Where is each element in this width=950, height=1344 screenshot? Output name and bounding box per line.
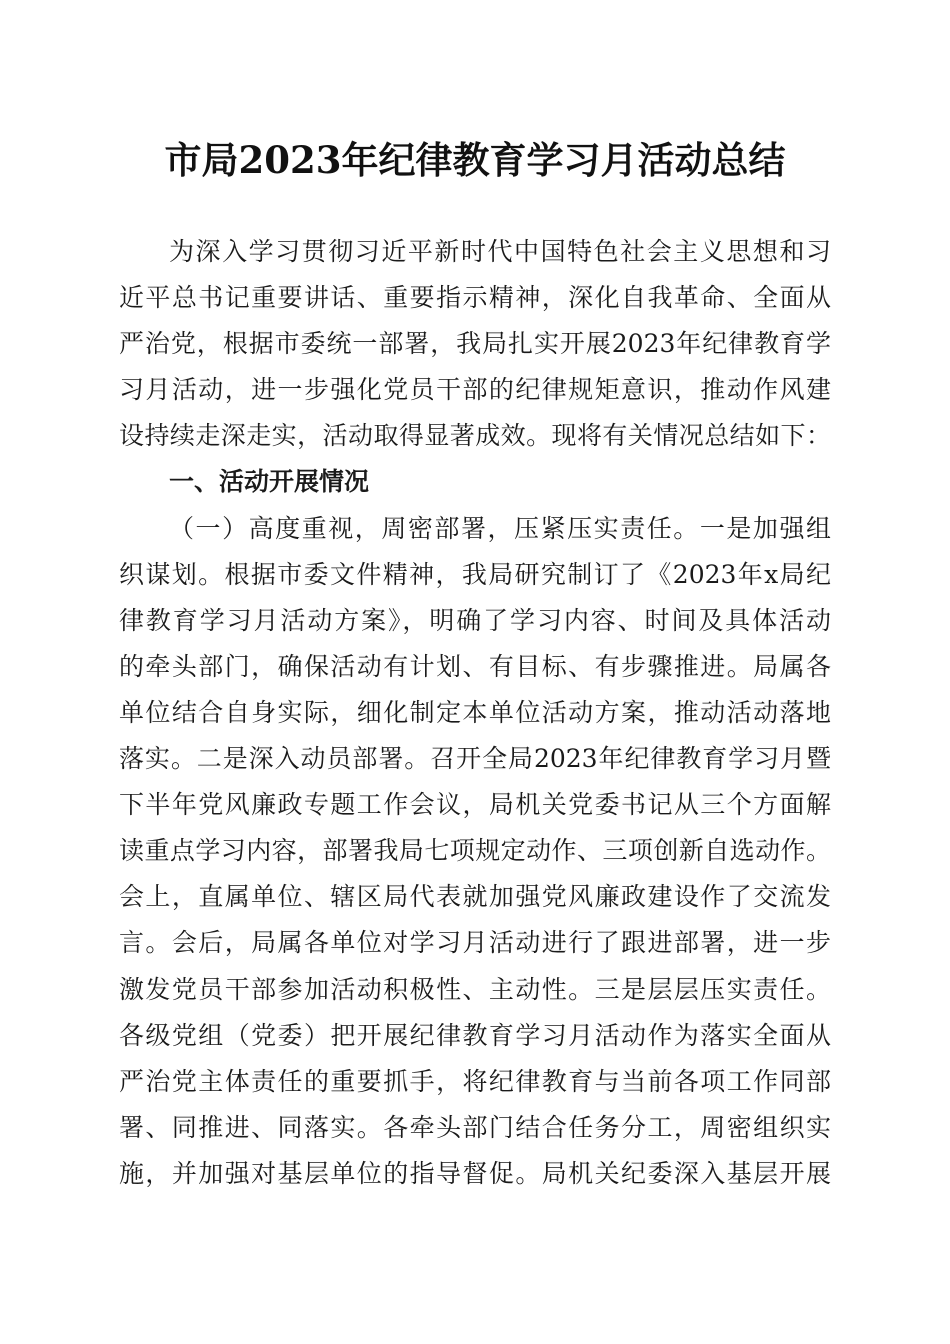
paragraph-line: 言。会后，局属各单位对学习月活动进行了跟进部署，进一步 xyxy=(119,928,831,958)
paragraph-line: 的牵头部门，确保活动有计划、有目标、有步骤推进。局属各 xyxy=(119,651,831,681)
paragraph-line: 习月活动，进一步强化党员干部的纪律规矩意识，推动作风建 xyxy=(119,375,831,405)
paragraph-line: 署、同推进、同落实。各牵头部门结合任务分工，周密组织实 xyxy=(119,1112,831,1142)
paragraph-line: 单位结合自身实际，细化制定本单位活动方案，推动活动落地 xyxy=(119,697,831,727)
paragraph-line: （一）高度重视，周密部署，压紧压实责任。一是加强组 xyxy=(169,513,831,543)
paragraph-line: 落实。二是深入动员部署。召开全局2023年纪律教育学习月暨 xyxy=(119,744,831,774)
paragraph-line: 读重点学习内容，部署我局七项规定动作、三项创新自选动作。 xyxy=(119,836,831,866)
paragraph-line: 近平总书记重要讲话、重要指示精神，深化自我革命、全面从 xyxy=(119,283,831,313)
paragraph-line: 各级党组（党委）把开展纪律教育学习月活动作为落实全面从 xyxy=(119,1020,831,1050)
paragraph-line: 织谋划。根据市委文件精神，我局研究制订了《2023年x局纪 xyxy=(119,559,831,589)
paragraph-line: 为深入学习贯彻习近平新时代中国特色社会主义思想和习 xyxy=(169,237,831,266)
section-heading: 一、活动开展情况 xyxy=(169,467,370,497)
paragraph-line: 严治党，根据市委统一部署，我局扎实开展2023年纪律教育学 xyxy=(119,329,831,359)
paragraph-line: 严治党主体责任的重要抓手，将纪律教育与当前各项工作同部 xyxy=(119,1066,831,1096)
document-body xyxy=(119,229,831,1197)
paragraph-line: 施，并加强对基层单位的指导督促。局机关纪委深入基层开展 xyxy=(119,1158,831,1188)
paragraph-line: 会上，直属单位、辖区局代表就加强党风廉政建设作了交流发 xyxy=(119,882,831,912)
document-title: 市局2023年纪律教育学习月活动总结 xyxy=(164,138,786,182)
paragraph-line: 激发党员干部参加活动积极性、主动性。三是层层压实责任。 xyxy=(119,974,831,1004)
paragraph-line: 设持续走深走实，活动取得显著成效。现将有关情况总结如下： xyxy=(119,421,831,451)
paragraph-line: 律教育学习月活动方案》，明确了学习内容、时间及具体活动 xyxy=(119,605,831,635)
paragraph-line: 下半年党风廉政专题工作会议，局机关党委书记从三个方面解 xyxy=(119,790,831,820)
